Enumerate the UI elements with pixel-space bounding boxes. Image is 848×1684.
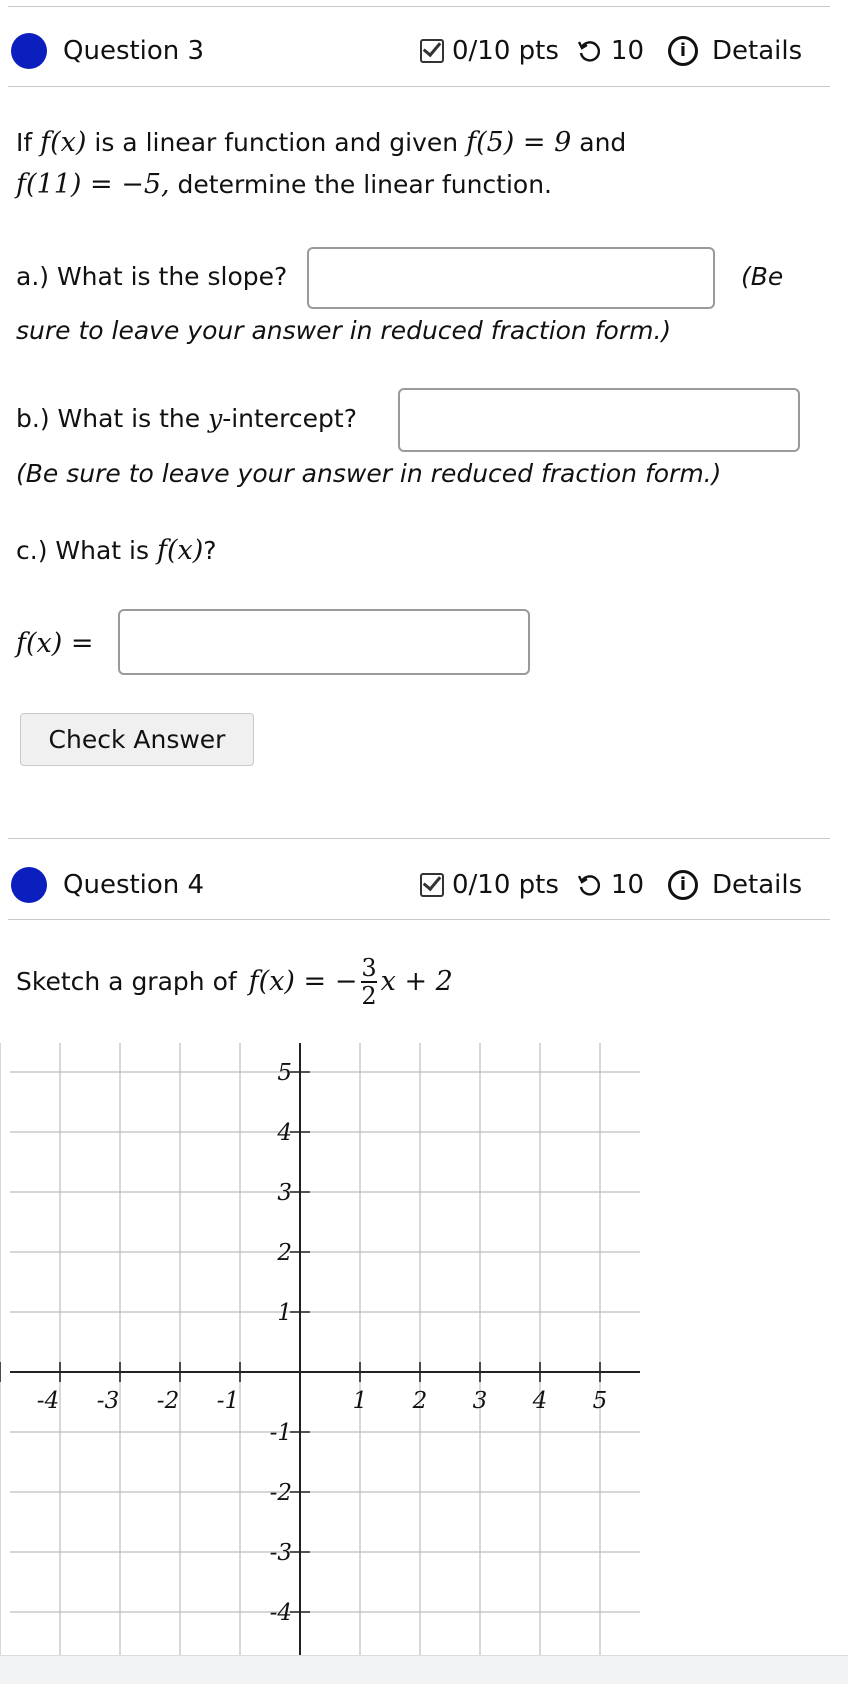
- info-icon[interactable]: i: [668, 870, 698, 900]
- part-c-label: c.) What is f(x)?: [16, 535, 217, 566]
- divider: [8, 919, 830, 920]
- bottom-toolbar: [0, 1655, 848, 1684]
- coordinate-grid[interactable]: [0, 1025, 848, 1655]
- part-a-label: a.) What is the slope?: [16, 262, 288, 291]
- part-a-note: sure to leave your answer in reduced fraction form.): [16, 316, 672, 345]
- fraction: $\frac{3}{2}$: [361, 954, 377, 1010]
- question-meta: [420, 36, 802, 66]
- x-tick-label: 5: [592, 1388, 608, 1414]
- retries-count: 10: [610, 36, 644, 66]
- y-tick-label: -3: [269, 1540, 292, 1566]
- top-divider: [8, 6, 830, 7]
- divider: [8, 838, 830, 839]
- x-tick-label: 4: [532, 1388, 548, 1414]
- checkbox-icon: [420, 39, 444, 63]
- y-tick-label: -4: [269, 1600, 292, 1626]
- y-intercept-input[interactable]: [398, 388, 800, 452]
- question-status-dot: [11, 867, 47, 903]
- checkbox-icon: [420, 873, 444, 897]
- y-tick-label: 2: [277, 1240, 292, 1266]
- divider: [8, 86, 830, 87]
- x-tick-label: -1: [216, 1388, 240, 1414]
- question-meta: [420, 870, 802, 900]
- points-label: 0/10 pts: [452, 36, 559, 66]
- y-tick-label: -1: [269, 1420, 292, 1446]
- check-answer-button[interactable]: Check Answer: [20, 713, 254, 766]
- retries-count: 10: [610, 870, 644, 900]
- info-icon[interactable]: i: [668, 36, 698, 66]
- question-4-prompt: Sketch a graph of f(x) = − $\frac{3}{2}$ x + 2: [16, 954, 453, 1010]
- retry-icon: [577, 39, 601, 63]
- question-3-header: [0, 22, 848, 82]
- part-a-note-start: (Be: [741, 262, 784, 291]
- question-title: Question 4: [63, 870, 205, 900]
- y-tick-label: -2: [269, 1480, 292, 1506]
- y-tick-label: 1: [277, 1300, 292, 1326]
- y-tick-label: 5: [277, 1060, 292, 1086]
- question-title: Question 3: [63, 36, 205, 66]
- x-tick-label: 3: [472, 1388, 488, 1414]
- retry-icon: [577, 873, 601, 897]
- function-input[interactable]: [118, 609, 530, 675]
- details-link[interactable]: Details: [712, 870, 803, 900]
- question-status-dot: [11, 33, 47, 69]
- x-tick-label: -4: [36, 1388, 60, 1414]
- x-tick-label: 1: [352, 1388, 368, 1414]
- x-tick-label: 2: [412, 1388, 428, 1414]
- slope-input[interactable]: [307, 247, 715, 309]
- y-tick-label: 3: [277, 1180, 292, 1206]
- y-tick-label: 4: [277, 1120, 292, 1146]
- details-link[interactable]: Details: [712, 36, 803, 66]
- part-b-label: b.) What is the y-intercept?: [16, 404, 357, 433]
- question-stem: If f(x) is a linear function and given f(5) = 9 and f(11) = −5, determine the linear function.: [16, 127, 627, 200]
- x-tick-label: -2: [156, 1388, 180, 1414]
- part-b-note: (Be sure to leave your answer in reduced fraction form.): [16, 459, 722, 488]
- points-label: 0/10 pts: [452, 870, 559, 900]
- x-tick-label: -3: [96, 1388, 120, 1414]
- question-4-header: [0, 856, 848, 916]
- function-prefix: f(x) =: [16, 628, 94, 659]
